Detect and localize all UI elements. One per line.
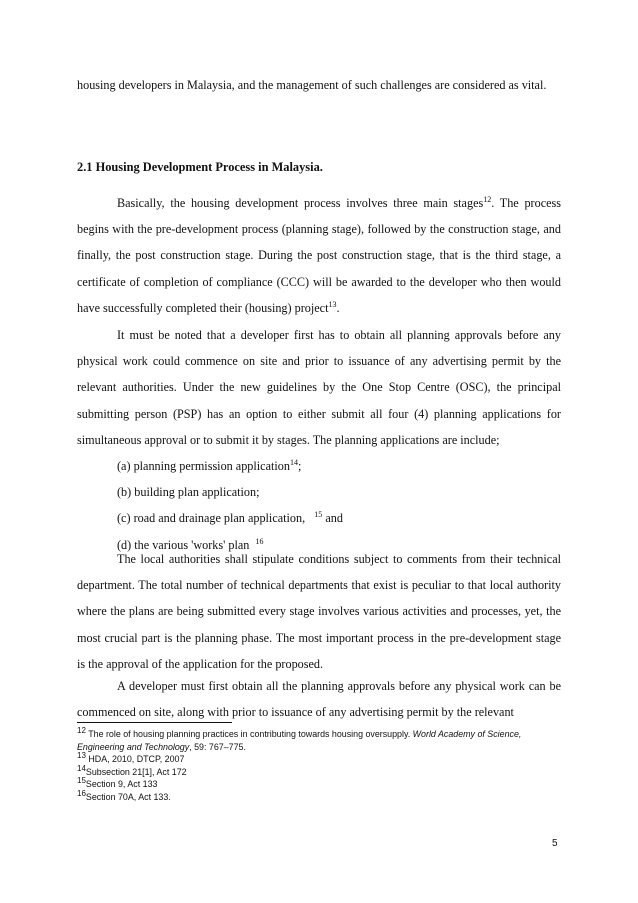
paragraph-text: The local authorities shall stipulate conditions subject to comments from their technical department. The total number of technical departments that exist is peculiar to that local authority where the plans are being submitted every stage involves various activities and processes, yet, the most crucial part is the planning phase. The most important process in the pre-development stage is the approval of the application for the proposed. — [77, 552, 561, 671]
paragraph-text: . — [336, 300, 340, 315]
list-item: (b) building plan application; — [117, 485, 260, 500]
paragraph-text: A developer must first obtain all the planning approvals before any physical work can be commenced on site, along with prior to issuance of any advertising permit by the relevant — [77, 679, 561, 720]
paragraph-text: . The process begins with the pre-development process (planning stage), followed by the construction stage, and finally, the post construction stage. During the post construction stage, that is the third stage, a certificate of completion of compliance (CCC) will be awarded to the developer who then would have successfully completed their (housing) project — [77, 196, 561, 315]
paragraph-local-authorities — [77, 546, 561, 677]
footnote-ref[interactable]: 16 — [255, 536, 264, 546]
footnote-ref[interactable]: 15 — [314, 510, 323, 520]
footnote-ref[interactable]: 14 — [289, 457, 298, 467]
footnote-ref[interactable]: 12 — [483, 194, 492, 204]
footnote-12: $^{12}$ The role of housing planning practices in contributing towards housing oversupply. World Academy of Science, Engineering and Technology, 59: 767–775. — [77, 726, 522, 752]
paragraph-developer — [77, 673, 561, 725]
application-list — [117, 453, 343, 558]
footnote-divider — [77, 722, 232, 723]
page-number: 5 — [552, 838, 558, 849]
footnote-16: $^{16}$Section 70A, Act 133. — [77, 789, 171, 802]
list-item: (d) the various 'works' plan $^{16}$ — [117, 536, 264, 552]
paragraph-text: housing developers in Malaysia, and the management of such challenges are considered as vital. — [77, 78, 547, 92]
paragraph-text: Basically, the housing development process involves three main stages — [117, 196, 484, 210]
list-item: (c) road and drainage plan application, $^{15}$ and — [117, 510, 343, 526]
footnote-14: $^{14}$Subsection 21[1], Act 172 — [77, 763, 187, 777]
continued-paragraph — [77, 72, 561, 98]
paragraph-text: It must be noted that a developer first has to obtain all planning approvals before any physical work could commence on site and prior to issuance of any advertising permit by the relevant authorities. Under the new guidelines by the One Stop Centre (OSC), the principal submitting person (PSP) has an option to either submit all four (4) planning applications for simultaneous approval or to submit it by stages. The planning applications are include; — [77, 328, 561, 447]
footnote-ref[interactable]: 13 — [328, 299, 337, 309]
list-item: (a) planning permission application$^{14}$; — [117, 457, 302, 473]
footnote-13: $^{13}$ HDA, 2010, DTCP, 2007 — [77, 751, 185, 765]
paragraph-stages — [77, 190, 561, 321]
footnote-15: $^{15}$Section 9, Act 133 — [77, 776, 158, 790]
footnotes — [77, 728, 567, 804]
section-heading: 2.1 Housing Development Process in Malaysia. — [77, 160, 323, 174]
paragraph-approvals — [77, 322, 561, 453]
